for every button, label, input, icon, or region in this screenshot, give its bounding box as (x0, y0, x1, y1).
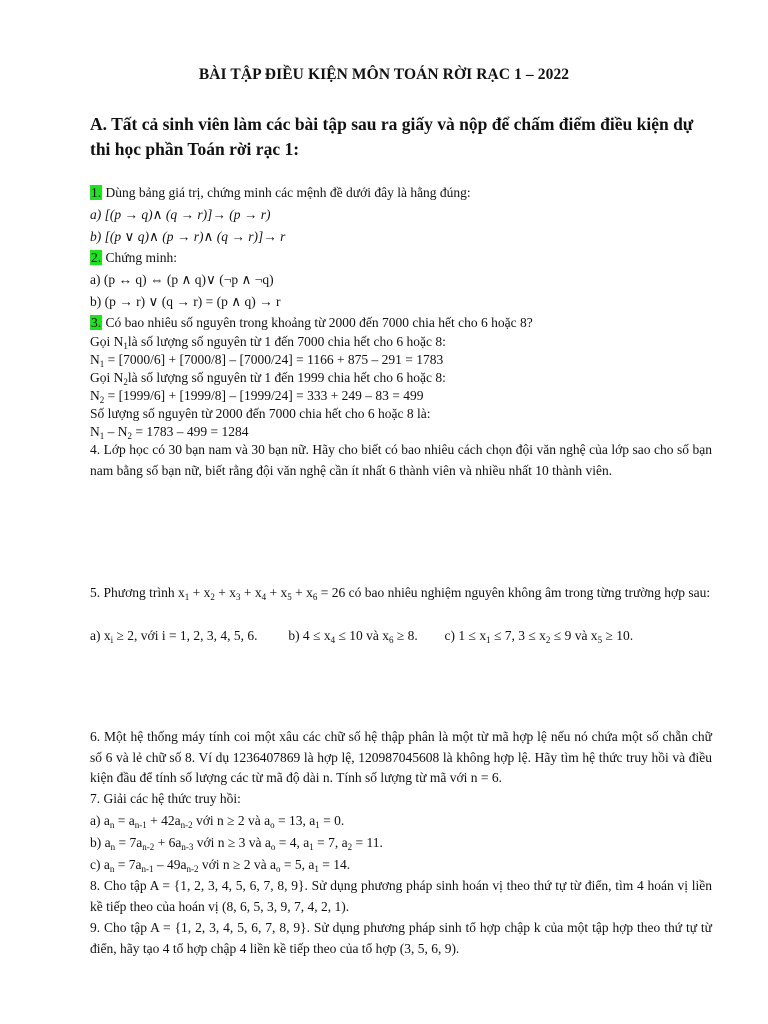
q1-line (90, 184, 471, 202)
q3-text: Có bao nhiêu số nguyên trong khoảng từ 2000 đến 7000 chia hết cho 6 hoặc 8? (102, 315, 533, 330)
q4-paragraph: 4. Lớp học có 30 bạn nam và 30 bạn nữ. Hãy cho biết có bao nhiêu cách chọn đội văn nghệ của lớp sao cho số bạn nam bằng số bạn nữ, biết rằng đội văn nghệ cần ít nhất 6 thành viên và nhiều nhất 10 thành viên. (90, 442, 712, 478)
q3-step-5: Số lượng số nguyên từ 2000 đến 7000 chia hết cho 6 hoặc 8 là: (90, 406, 431, 421)
q3-step-3: Gọi $N_2là$ số lượng số nguyên từ 1 đến 1999 chia hết cho 6 hoặc 8: (90, 370, 446, 387)
q2-b: b) (p → r) ∨ (q → r) = (p ∧ q) → r (90, 294, 281, 309)
q3-step-6: $N_1 - N_2 = 1783 - 499 = 1284$ (90, 424, 249, 441)
q3-step-2: $N_1 = [7000/6] + [7000/8] - [7000/24] = 1166 + 875 - 291 = 1783$ (90, 352, 444, 369)
q1-b: b) [(p ∨ q)∧ (p → r)∧ (q → r)]→ r (90, 229, 286, 244)
page-title: BÀI TẬP ĐIỀU KIỆN MÔN TOÁN RỜI RẠC 1 – 2022 (198, 66, 570, 83)
q2-line (90, 249, 177, 267)
q7-text: 7. Giải các hệ thức truy hồi: (90, 791, 241, 806)
section-a-heading: A. Tất cả sinh viên làm các bài tập sau ra giấy và nộp để chấm điểm điều kiện dự thi học phần Toán rời rạc 1: (90, 114, 694, 159)
q8-paragraph: 8. Cho tập A = {1, 2, 3, 4, 5, 6, 7, 8, 9}. Sử dụng phương pháp sinh hoán vị theo thứ tự từ điển, tìm 4 hoán vị liền kề tiếp theo của hoán vị (8, 6, 5, 3, 9, 7, 4, 2, 1). (90, 878, 712, 914)
q2-a: a) (p ↔ q) ⇔ (p ∧ q)∨ (¬p ∧ ¬q) (90, 272, 274, 287)
q5-cases (90, 627, 633, 645)
q7-a: a) $a_n = a_{n-1} + 42a_{n-2}$ với n ≥ 2 và $a_o = 13$, $a_1 = 0$. (90, 813, 345, 830)
q1-number-highlight: 1. (91, 185, 102, 200)
q1-text: Dùng bảng giá trị, chứng minh các mệnh đề dưới đây là hằng đúng: (102, 185, 471, 200)
q3-step-1: Gọi $N_1là$ số lượng số nguyên từ 1 đến 7000 chia hết cho 6 hoặc 8: (90, 334, 446, 351)
q7-c: c) $a_n = 7a_{n-1} - 49a_{n-2}$ với n ≥ 2 và $a_o = 5$, $a_1 = 14$. (90, 857, 351, 874)
q5-case-a: a) $x_i \ge 2$, với i = 1, 2, 3, 4, 5, 6. (90, 628, 258, 645)
q7-b: b) $a_n = 7a_{n-2} + 6a_{n-3}$ với n ≥ 3 và $a_o = 4$, $a_1 = 7$, $a_2 = 11$. (90, 835, 383, 852)
q3-number-highlight: 3. (91, 315, 102, 330)
q9-paragraph: 9. Cho tập A = {1, 2, 3, 4, 5, 6, 7, 8, 9}. Sử dụng phương pháp sinh tổ hợp chập k của một tập hợp theo thứ tự từ điển, hãy tạo 4 tổ hợp chập 4 liền kề tiếp theo của tổ hợp (3, 5, 6, 9). (90, 920, 712, 956)
q5-case-b: b) $4 \le x_4 \le 10$ và $x_6 \ge 8$. (288, 628, 418, 645)
q5-paragraph: 5. Phương trình $x_1 + x_2 + x_3 + x_4 + x_5 + x_6 = 26$ có bao nhiêu nghiệm nguyên không âm trong từng trường hợp sau: (90, 585, 711, 602)
q3-line (90, 314, 533, 332)
q6-paragraph: 6. Một hệ thống máy tính coi một xâu các chữ số hệ thập phân là một từ mã hợp lệ nếu nó chứa một số chẵn chữ số 6 và lẻ chữ số 8. Ví dụ 1236407869 là hợp lệ, 120987045608 là không hợp lệ. Hãy tìm hệ thức truy hồi và điều kiện đầu để tính số lượng các từ mã độ dài n. Tính số lượng từ mã với n = 6. (90, 729, 712, 785)
q3-step-4: $N_2 = [1999/6] + [1999/8] - [1999/24] = 333 + 249 - 83 = 499$ (90, 388, 424, 405)
q2-number-highlight: 2. (91, 250, 102, 265)
q5-case-c: c) $1 \le x_1 \le 7$, $3 \le x_2 \le 9$ và $x_5 \ge 10$. (444, 628, 634, 645)
q2-text: Chứng minh: (102, 250, 177, 265)
q1-a: a) [(p → q)∧ (q → r)]→ (p → r) (90, 207, 271, 222)
